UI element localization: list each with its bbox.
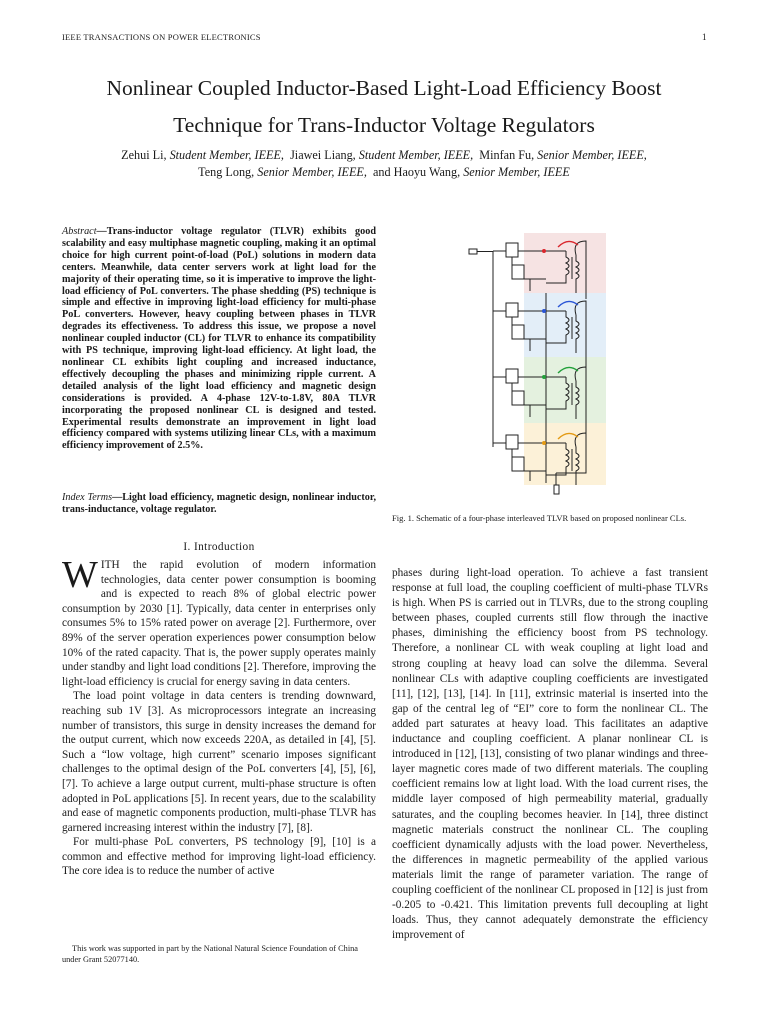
intro-paragraph-1 — [62, 554, 376, 689]
tlvr-schematic — [466, 233, 616, 499]
drop-cap: W — [62, 554, 98, 596]
abstract — [62, 226, 376, 452]
author-name: Jiawei Liang, — [290, 148, 359, 162]
running-header: IEEE TRANSACTIONS ON POWER ELECTRONICS — [62, 32, 261, 42]
intro-paragraph-2: The load point voltage in data centers is trending downward, reaching sub 1V [3]. As microprocessors integrate an increasing number of transistors, this surge in density increases the demand for the output current, which now exceeds 220A, as detailed in [4], [5]. Such a “low voltage, high current” scenario imposes significant challenges to the optimal design of the PoL converters [4], [5], [6], [7]. To achieve a large output current, multi-phase structure is often adopted in PoL applications [5]. In recent years, due to the scalability and ease of magnetic components production, multi-phase TLVR has garnered increasing interest within the industry [7], [8]. — [62, 690, 376, 834]
author-role: Student Member, IEEE, — [358, 148, 474, 162]
author-line-1 — [0, 147, 768, 164]
figure-1-schematic — [466, 233, 616, 504]
abstract-text: —Trans-inductor voltage regulator (TLVR) exhibits good scalability and easy multiphase magnetic coupling, making it an optimal choice for high current point-of-load (PoL) solutions in modern data centers. Meanwhile, data center servers work at light load for the majority of their operating time, so it is imperative to improve the light-load efficiency of PoL converters. The phase shedding (PS) technique is simple and effective in improving light-load efficiency for multi-phase PoL converters. However, heavy coupling between phases in TLVR degrades its effectiveness. To address this issue, we propose a novel nonlinear coupled inductor (CL) for TLVR to enhance its compatibility with PS technique, improving light-load efficiency. At light load, the nonlinear CL exhibits light coupling and increased inductance, effectively decoupling the phases and minimizing ripple current. A detailed analysis of the light load efficiency and magnetic design considerations is provided. A 4-phase 12V-to-1.8V, 80A TLVR incorporating the proposed nonlinear CL is designed and tested. Experimental results demonstrate an improvement in light load efficiency compared with systems utilizing linear CLs, with a maximum efficiency improvement of 2.5%. — [62, 226, 376, 452]
author-list — [0, 147, 768, 181]
introduction-body — [62, 554, 376, 879]
author-line-2 — [0, 164, 768, 181]
author-role: Senior Member, IEEE, — [537, 148, 647, 162]
author-role: Student Member, IEEE, — [169, 148, 284, 162]
input-terminal — [469, 249, 477, 254]
figure-1-caption: Fig. 1. Schematic of a four-phase interleaved TLVR based on proposed nonlinear CLs. — [392, 513, 687, 523]
intro-paragraph-3: For multi-phase PoL converters, PS technology [9], [10] is a common and effective method for improving light-load efficiency. The core idea is to reduce the number of active — [62, 836, 376, 878]
author-role: Senior Member, IEEE, — [257, 165, 367, 179]
phase-3-background — [524, 357, 606, 423]
column-2-body — [392, 566, 708, 943]
paper-title — [0, 70, 768, 144]
author-role: Senior Member, IEEE — [463, 165, 570, 179]
author-name: Minfan Fu, — [479, 148, 538, 162]
intro-paragraph-1-text: ITH the rapid evolution of modern information technologies, data center power consumption is booming and is expected to reach 8% of global electric power consumption by 2030 [1]. Typically, data center in enterprises only consumes 5% to 15% rated power on average [2]. Furthermore, over 89% of the server operation experiences power consumption below 10% of the rated capacity. That is, the power supply operates mainly under standby and light load conditions [2]. Therefore, improving the light-load efficiency is crucial for energy saving in data centers. — [62, 559, 376, 688]
col2-paragraph-1: phases during light-load operation. To achieve a fast transient response at full load, the coupling coefficient of multi-phase TLVRs is high. When PS is carried out in TLVRs, due to the strong coupling between phases, coupled currents still flow through the inactive phases, diminishing the efficiency boost from PS technology. Therefore, a nonlinear CL with weak coupling at light load and strong coupling at heavy load can solve the dilemma. Several nonlinear CLs with adaptive coupling coefficients are investigated [11], [12], [13], [14]. In [11], extrinsic material is inserted into the gap of the central leg of “EI” core to form the nonlinear CL. The added part saturates at heavy load. This facilitates an adaptive inductance and coupling coefficient. A planar nonlinear CL is introduced in [12], [13], consisting of two planar windings and three-layer magnetic cores made of two different materials. The coupling coefficient remains low at light load. With the load current rises, the middle layer composed of high permeability material, gradually saturates, and the coupling becomes heavier. In [14], three distinct magnetic materials construct the nonlinear CL. The coupling coefficient dynamically adjusts with the load power. Nevertheless, the differences in magnetic permeability of the applied various materials limit the range of parameter variation. The range of coupling coefficient of the nonlinear CL proposed in [12] is just from -0.205 to -0.421. This limitation prevents full decoupling at light loads. Thus, they cannot adequately demonstrate the efficiency improvement of — [392, 567, 708, 942]
phase-4-background — [524, 423, 606, 485]
author-name: and Haoyu Wang, — [373, 165, 464, 179]
index-terms-label: Index Terms — [62, 492, 113, 503]
index-terms — [62, 492, 376, 516]
title-line-2: Technique for Trans-Inductor Voltage Regulators — [173, 113, 595, 137]
section-heading: I. Introduction — [183, 541, 255, 553]
abstract-label: Abstract — [62, 226, 97, 237]
author-name: Zehui Li, — [121, 148, 170, 162]
page-number: 1 — [702, 32, 707, 42]
funding-footnote: This work was supported in part by the National Natural Science Foundation of China under Grant 52077140. — [62, 944, 358, 964]
output-terminal — [554, 485, 559, 494]
title-line-1: Nonlinear Coupled Inductor-Based Light-Load Efficiency Boost — [106, 76, 662, 100]
author-name: Teng Long, — [198, 165, 258, 179]
index-terms-text: —Light load efficiency, magnetic design, nonlinear inductor, trans-inductance, voltage regulator. — [62, 492, 376, 515]
